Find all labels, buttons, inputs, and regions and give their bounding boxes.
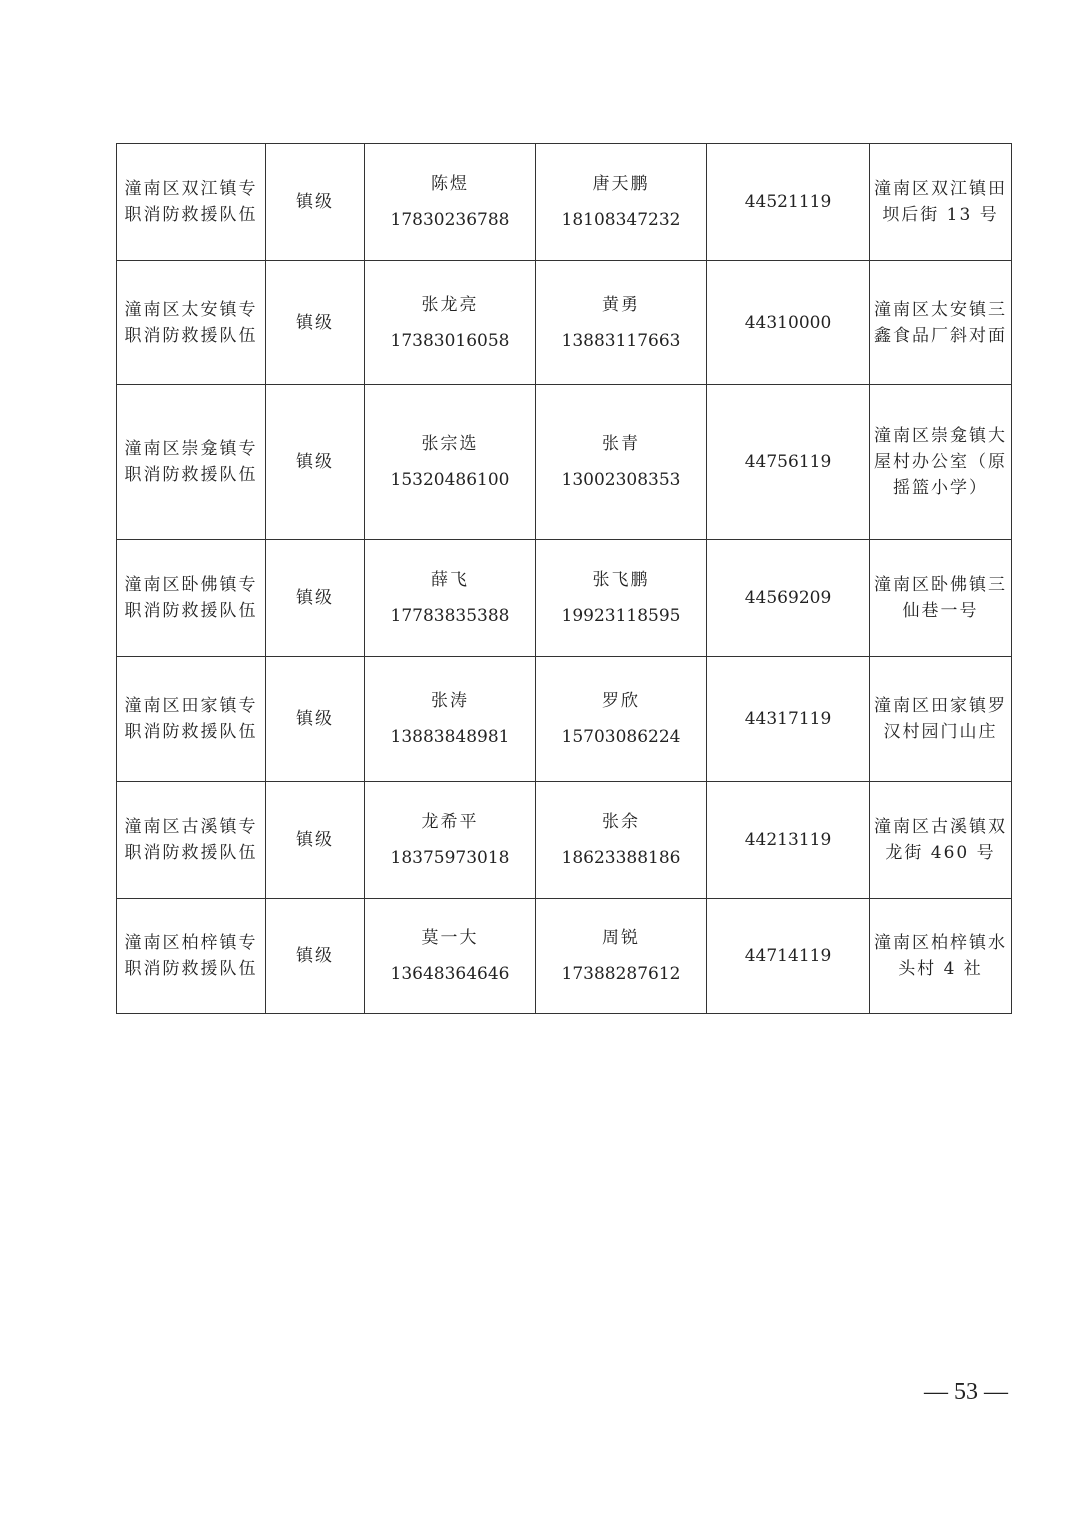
duty-phone-cell (707, 540, 870, 657)
person2-name: 张余 (602, 812, 640, 832)
unit-name: 潼南区崇龛镇专职消防救援队伍 (124, 439, 258, 485)
address-cell (870, 261, 1012, 385)
person2-phone: 19923118595 (561, 606, 681, 626)
person2-phone: 17388287612 (561, 964, 681, 984)
person1-name: 陈煜 (431, 174, 469, 194)
person2-phone: 15703086224 (561, 727, 681, 747)
address-cell (870, 899, 1012, 1014)
page-number: — 53 — (924, 1379, 1008, 1405)
table-row (117, 385, 1012, 540)
person2-cell (536, 385, 707, 540)
address-cell (870, 385, 1012, 540)
unit-name-cell (117, 899, 266, 1014)
person1-phone: 15320486100 (390, 470, 510, 490)
person2-phone: 18108347232 (561, 210, 681, 230)
duty-phone: 44213119 (744, 830, 832, 850)
person1-phone: 17383016058 (390, 330, 510, 351)
address-cell (870, 657, 1012, 782)
person1-phone: 17783835388 (390, 606, 510, 626)
level: 镇级 (296, 709, 334, 729)
duty-phone: 44714119 (744, 946, 832, 966)
duty-phone: 44317119 (744, 709, 832, 729)
person1-name: 莫一大 (421, 928, 479, 948)
unit-name: 潼南区古溪镇专职消防救援队伍 (124, 817, 258, 863)
person1-cell (365, 540, 536, 657)
duty-phone: 44569209 (744, 588, 832, 608)
person2-cell (536, 657, 707, 782)
duty-phone-cell (707, 144, 870, 261)
unit-name-cell (117, 261, 266, 385)
table-row (117, 899, 1012, 1014)
person2-name: 张青 (602, 434, 640, 454)
level: 镇级 (296, 452, 334, 472)
unit-name-cell (117, 540, 266, 657)
level-cell (266, 144, 365, 261)
level-cell (266, 657, 365, 782)
table-row (117, 657, 1012, 782)
address: 潼南区卧佛镇三仙巷一号 (874, 575, 1007, 621)
address: 潼南区田家镇罗汉村园门山庄 (874, 696, 1007, 742)
person1-name: 薛飞 (431, 570, 469, 590)
unit-name-cell (117, 657, 266, 782)
person1-phone: 13883848981 (390, 727, 510, 747)
person2-cell (536, 261, 707, 385)
duty-phone: 44521119 (744, 192, 832, 212)
person2-cell (536, 899, 707, 1014)
person1-cell (365, 899, 536, 1014)
address: 潼南区双江镇田坝后街 13 号 (874, 179, 1007, 225)
person2-cell (536, 144, 707, 261)
person2-phone: 13883117663 (561, 330, 681, 351)
person1-cell (365, 657, 536, 782)
duty-phone-cell (707, 385, 870, 540)
duty-phone-cell (707, 782, 870, 899)
level-cell (266, 261, 365, 385)
person2-cell (536, 782, 707, 899)
person1-phone: 17830236788 (390, 210, 510, 230)
unit-name: 潼南区太安镇专职消防救援队伍 (124, 299, 258, 346)
person2-name: 唐天鹏 (592, 174, 650, 194)
level-cell (266, 540, 365, 657)
duty-phone-cell (707, 899, 870, 1014)
level-cell (266, 782, 365, 899)
table-row (117, 144, 1012, 261)
level-cell (266, 385, 365, 540)
level: 镇级 (296, 830, 334, 850)
person1-name: 张龙亮 (421, 294, 479, 315)
person1-cell (365, 782, 536, 899)
person2-name: 罗欣 (602, 691, 640, 711)
unit-name: 潼南区卧佛镇专职消防救援队伍 (124, 575, 258, 621)
unit-name: 潼南区柏梓镇专职消防救援队伍 (124, 933, 258, 979)
level: 镇级 (296, 312, 334, 333)
person2-cell (536, 540, 707, 657)
table-row (117, 261, 1012, 385)
duty-phone: 44756119 (744, 452, 832, 472)
duty-phone-cell (707, 657, 870, 782)
address-cell (870, 540, 1012, 657)
unit-name: 潼南区田家镇专职消防救援队伍 (124, 696, 258, 742)
duty-phone: 44310000 (744, 312, 832, 333)
person1-cell (365, 261, 536, 385)
person1-cell (365, 144, 536, 261)
address-cell (870, 782, 1012, 899)
unit-name-cell (117, 782, 266, 899)
address: 潼南区古溪镇双龙街 460 号 (874, 817, 1007, 863)
unit-name-cell (117, 144, 266, 261)
address: 潼南区柏梓镇水头村 4 社 (874, 933, 1007, 979)
table-row (117, 782, 1012, 899)
person1-name: 张宗选 (421, 434, 479, 454)
person1-name: 张涛 (431, 691, 469, 711)
level-cell (266, 899, 365, 1014)
table-row (117, 540, 1012, 657)
person2-phone: 18623388186 (561, 848, 681, 868)
duty-phone-cell (707, 261, 870, 385)
fire-rescue-contacts-table (116, 143, 1012, 1014)
level: 镇级 (296, 192, 334, 212)
address: 潼南区太安镇三鑫食品厂斜对面 (874, 299, 1007, 346)
level: 镇级 (296, 588, 334, 608)
person1-phone: 18375973018 (390, 848, 510, 868)
level: 镇级 (296, 946, 334, 966)
unit-name: 潼南区双江镇专职消防救援队伍 (124, 179, 258, 225)
address-cell (870, 144, 1012, 261)
person2-name: 黄勇 (602, 294, 640, 315)
person1-name: 龙希平 (421, 812, 479, 832)
person1-phone: 13648364646 (390, 964, 510, 984)
person1-cell (365, 385, 536, 540)
address: 潼南区崇龛镇大屋村办公室（原摇篮小学） (874, 426, 1007, 498)
unit-name-cell (117, 385, 266, 540)
person2-name: 周锐 (602, 928, 640, 948)
person2-phone: 13002308353 (561, 470, 681, 490)
person2-name: 张飞鹏 (592, 570, 650, 590)
